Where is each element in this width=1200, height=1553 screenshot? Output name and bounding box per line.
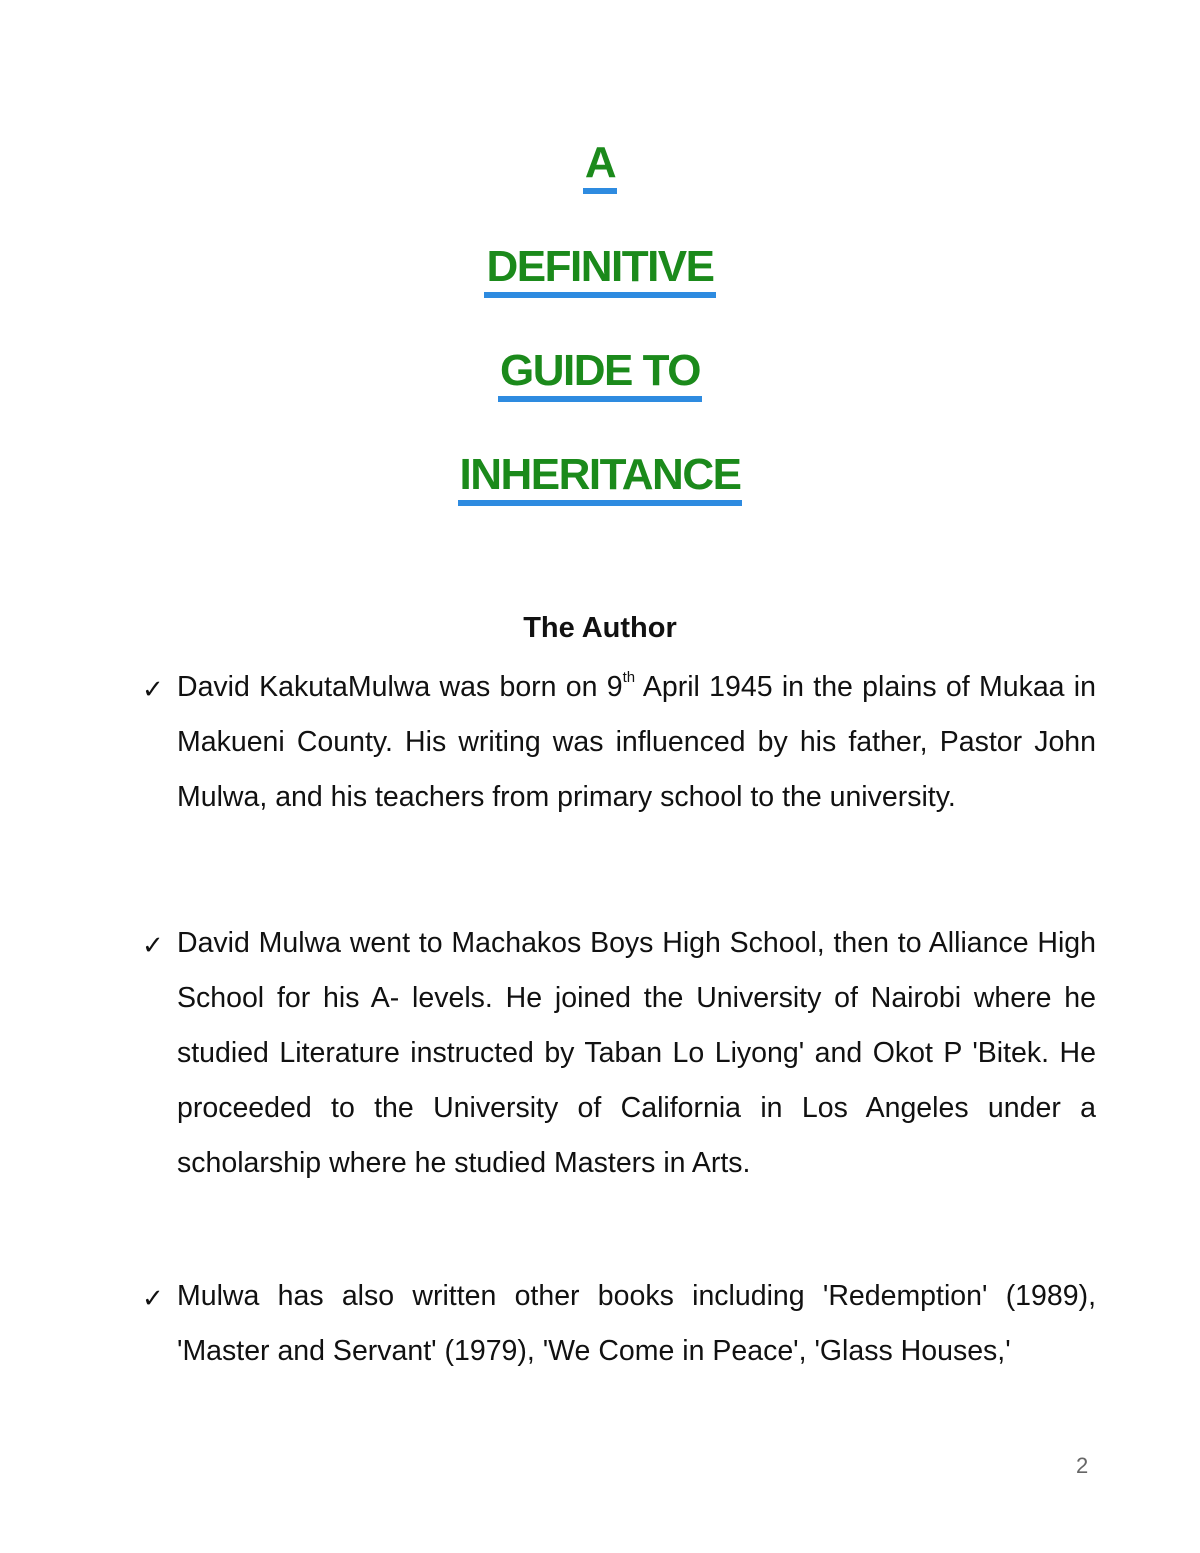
bullet-item-books — [142, 1269, 1096, 1379]
check-icon: ✓ — [142, 930, 164, 960]
title-line-1: A — [0, 140, 1200, 244]
title-line-3: GUIDE TO — [0, 348, 1200, 452]
bullet-text: David Mulwa went to Machakos Boys High School, then to Alliance High School for his A- levels. He joined the University of Nairobi where he studied Literature instructed by Taban Lo Liyong' and Okot P 'Bitek. He proceeded to the University of California in Los Angeles under a scholarship where he studied Masters in Arts. — [177, 927, 1096, 1179]
title-line-4: INHERITANCE — [0, 452, 1200, 556]
bullet-text: Mulwa has also written other books including 'Redemption' (1989), 'Master and Servant' (1979), 'We Come in Peace', 'Glass Houses,' — [177, 1280, 1096, 1367]
bullet-item-birth — [142, 660, 1096, 825]
check-icon: ✓ — [142, 1283, 164, 1313]
title-line-2: DEFINITIVE — [0, 244, 1200, 348]
author-heading: The Author — [523, 612, 677, 644]
check-icon: ✓ — [142, 674, 164, 704]
page-number: 2 — [1076, 1453, 1089, 1478]
document-title — [0, 140, 1200, 556]
bullet-item-education — [142, 916, 1096, 1191]
bullet-text: David KakutaMulwa was born on 9th April 1945 in the plains of Mukaa in Makueni County. His writing was influenced by his father, Pastor John Mulwa, and his teachers from primary school to the university. — [177, 669, 1096, 813]
